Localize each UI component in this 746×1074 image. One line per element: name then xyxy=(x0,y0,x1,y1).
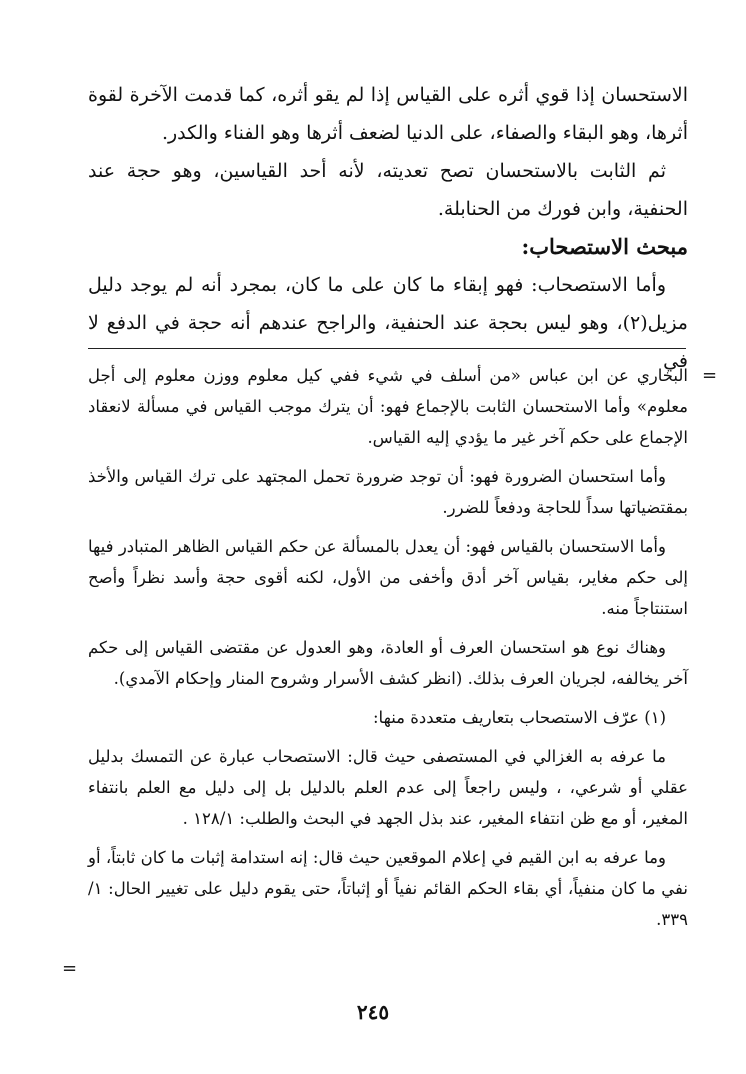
continuation-mark-top: = xyxy=(702,365,718,386)
footnote-7: وما عرفه به ابن القيم في إعلام الموقعين حيث قال: إنه استدامة إثبات ما كان ثابتاً، أو نفي ما كان منفياً، أي بقاء الحكم القائم نفياً أو إثباتاً، حتى يقوم دليل على تغيير الحال: ١/ ٣٣٩. xyxy=(88,848,688,929)
continuation-mark-bottom: = xyxy=(62,958,78,979)
footnote-3: وأما الاستحسان بالقياس فهو: أن يعدل بالمسألة عن حكم القياس الظاهر المتبادر فيها إلى حكم مغاير، بقياس آخر أدق وأخفى من الأول، لكنه أقوى حجة وأسد نظراً وأصح استنتاجاً منه. xyxy=(88,537,688,618)
main-text xyxy=(88,76,688,380)
paragraph-2: ثم الثابت بالاستحسان تصح تعديته، لأنه أحد القياسين، وهو حجة عند الحنفية، وابن فورك من الحنابلة. xyxy=(88,160,688,220)
footnote-4: وهناك نوع هو استحسان العرف أو العادة، وهو العدول عن مقتضى القياس إلى حكم آخر يخالفه، لجريان العرف بذلك. (انظر كشف الأسرار وشروح المنار وإحكام الآمدي). xyxy=(88,638,688,688)
footnote-separator xyxy=(88,348,686,349)
footnote-6: ما عرفه به الغزالي في المستصفى حيث قال: الاستصحاب عبارة عن التمسك بدليل عقلي أو شرعي، ، وليس راجعاً إلى عدم العلم بالدليل بل إلى دليل مع العلم بانتفاء المغير، أو مع ظن انتفاء المغير، عند بذل الجهد في البحث والطلب: ١٢٨/١ . xyxy=(88,747,688,828)
page-number: ٢٤٥ xyxy=(356,1000,390,1024)
footnotes xyxy=(88,360,688,935)
footnote-1: البخاري عن ابن عباس «من أسلف في شيء ففي كيل معلوم ووزن معلوم إلى أجل معلوم» وأما الاستحسان الثابت بالإجماع فهو: أن يترك موجب القياس في مسألة لانعقاد الإجماع على حكم آخر غير ما يؤدي إليه القياس. xyxy=(88,366,688,447)
paragraph-1: الاستحسان إذا قوي أثره على القياس إذا لم يقو أثره، كما قدمت الآخرة لقوة أثرها، وهو البقاء والصفاء، على الدنيا لضعف أثرها وهو الفناء والكدر. xyxy=(88,84,688,144)
footnote-5: (١) عرّف الاستصحاب بتعاريف متعددة منها: xyxy=(373,708,666,727)
footnote-2: وأما استحسان الضرورة فهو: أن توجد ضرورة تحمل المجتهد على ترك القياس والأخذ بمقتضياتها سداً للحاجة ودفعاً للضرر. xyxy=(88,467,688,517)
paragraph-3: وأما الاستصحاب: فهو إبقاء ما كان على ما كان، بمجرد أنه لم يوجد دليل مزيل(٢)، وهو ليس بحجة عند الحنفية، والراجح عندهم أنه حجة في الدفع لا في xyxy=(88,274,688,372)
section-heading: مبحث الاستصحاب: xyxy=(521,234,688,259)
